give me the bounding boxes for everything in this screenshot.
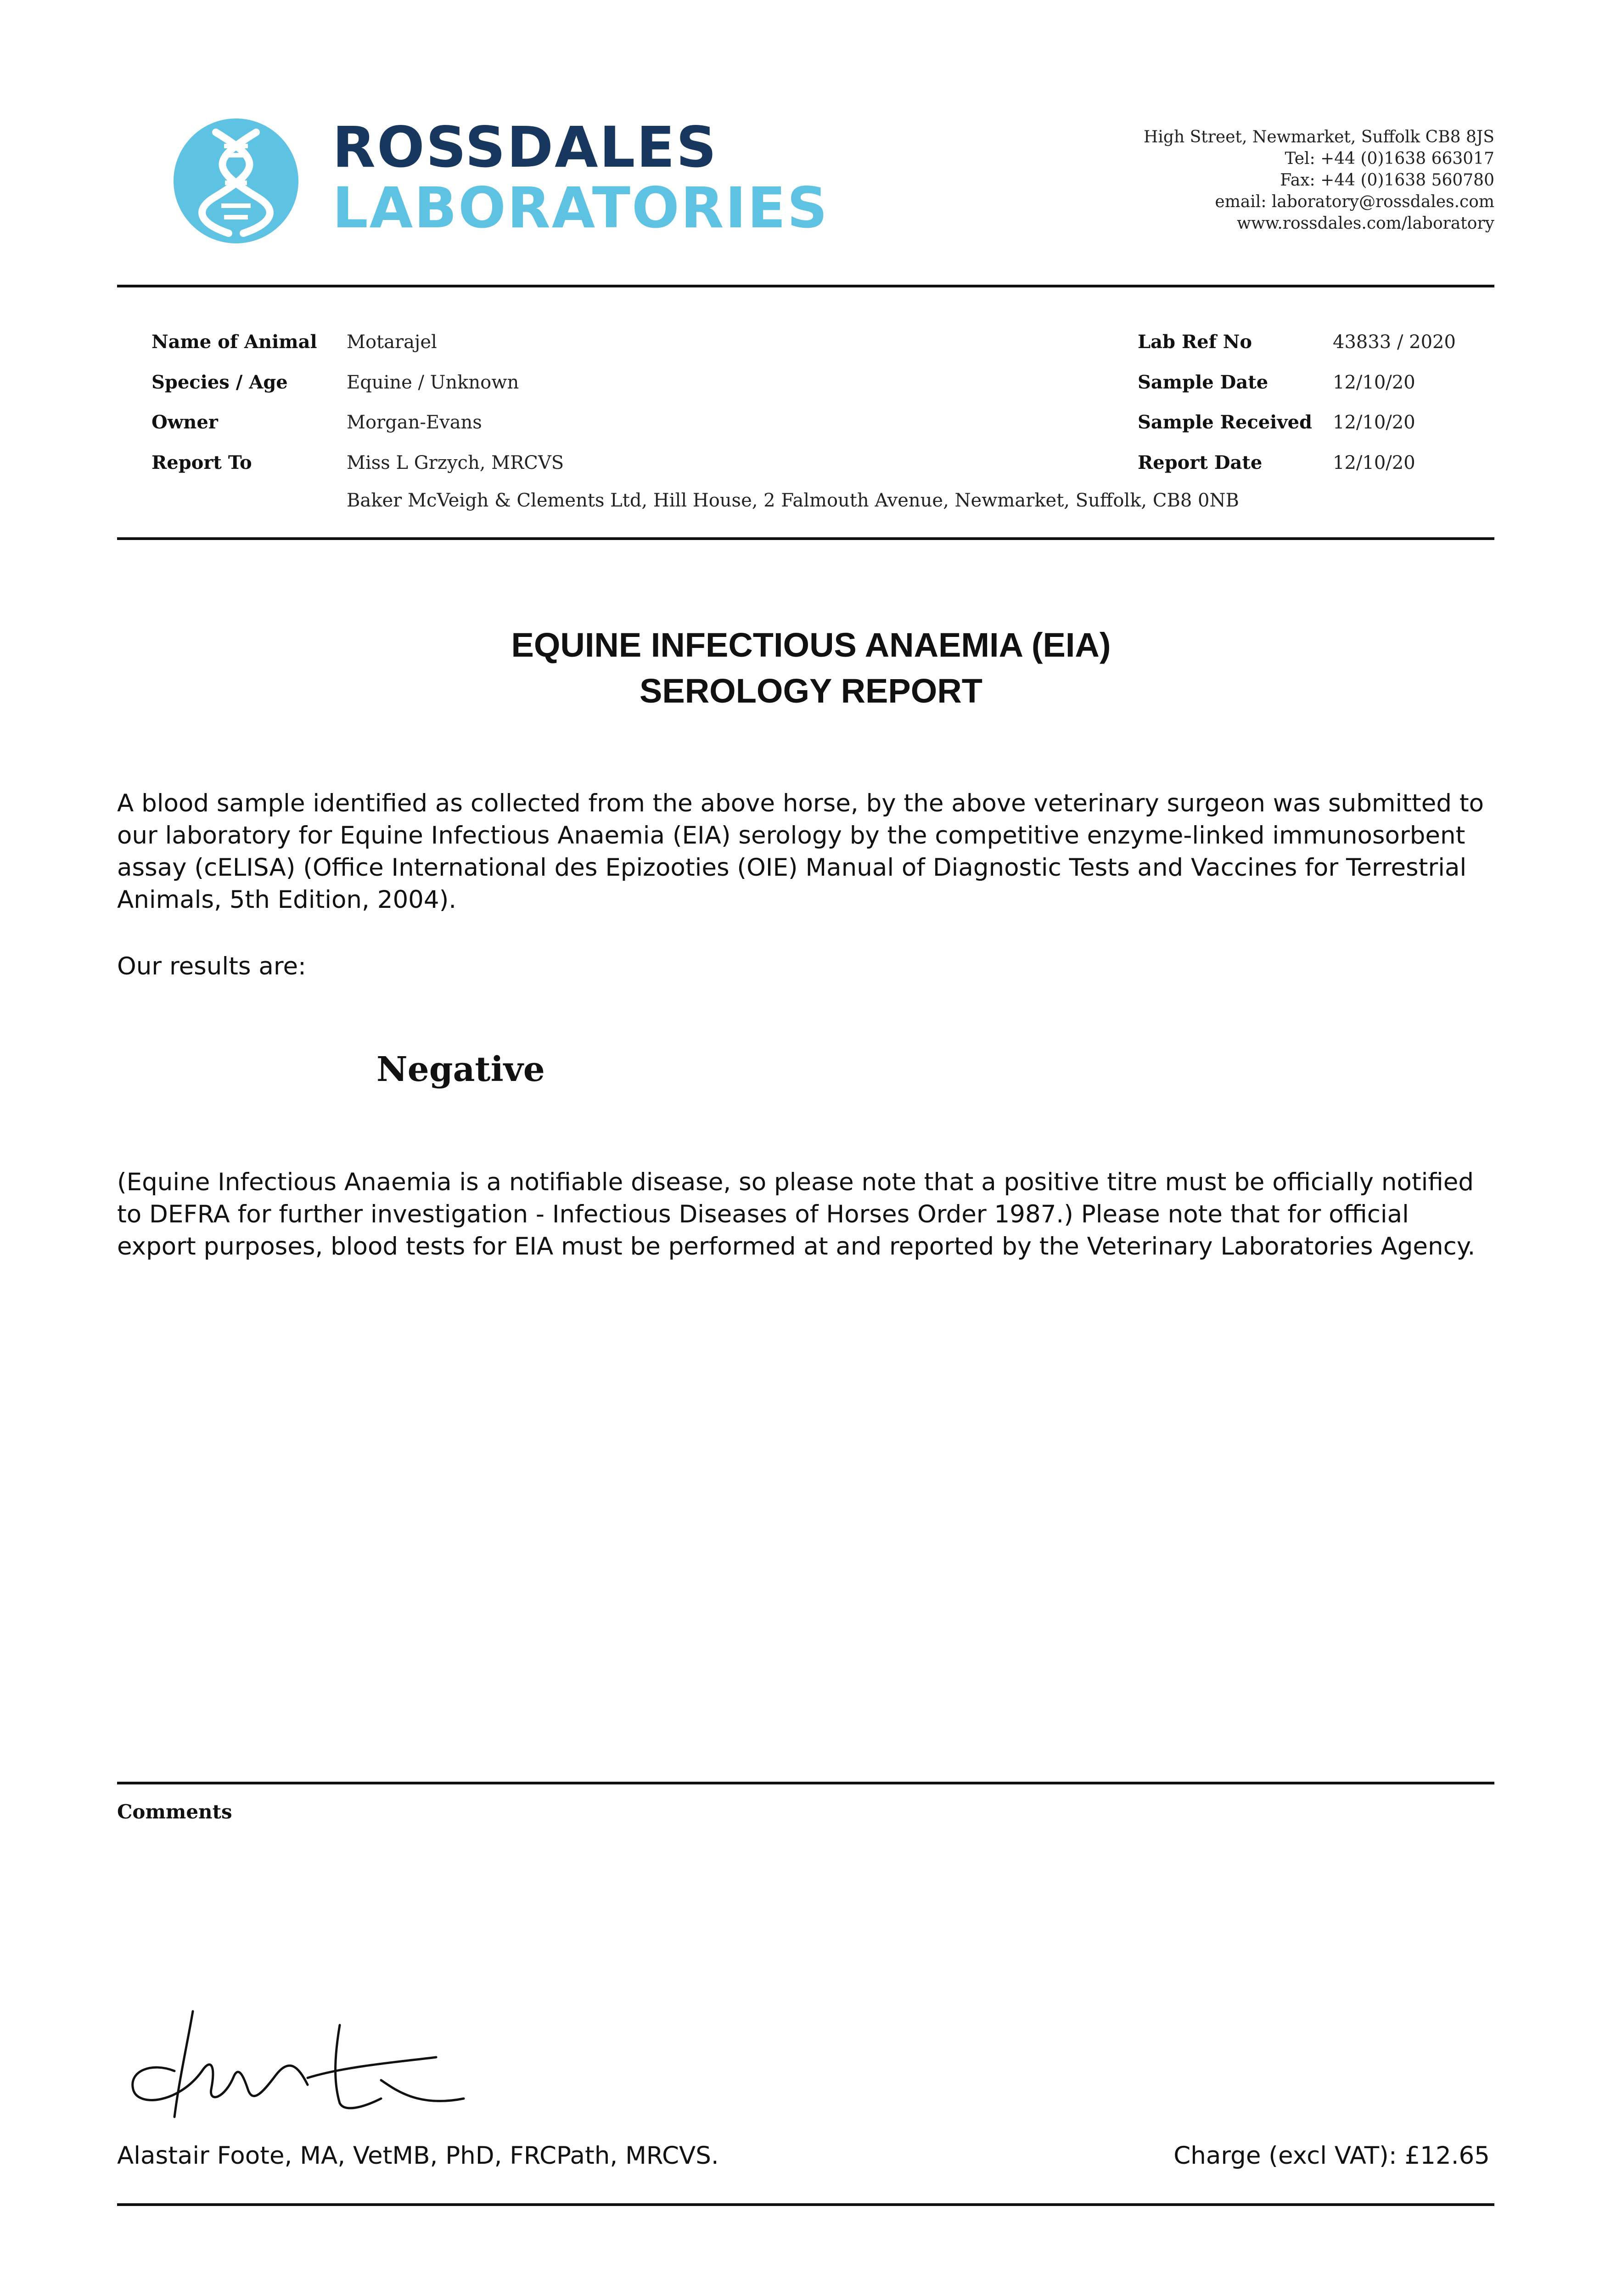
report-title-line2: SEROLOGY REPORT bbox=[640, 672, 982, 710]
contact-block bbox=[1144, 126, 1494, 234]
report-to-value: Miss L Grzych, MRCVS bbox=[347, 452, 564, 473]
sample-received-label: Sample Received bbox=[1138, 411, 1313, 433]
sample-received-value: 12/10/20 bbox=[1333, 412, 1415, 433]
contact-address: High Street, Newmarket, Suffolk CB8 8JS bbox=[1144, 128, 1494, 146]
dna-helix-icon bbox=[174, 118, 298, 243]
sample-date-value: 12/10/20 bbox=[1333, 372, 1415, 393]
owner-label: Owner bbox=[152, 411, 218, 433]
divider bbox=[117, 1782, 1494, 1784]
report-to-address: Baker McVeigh & Clements Ltd, Hill House, 2 Falmouth Avenue, Newmarket, Suffolk, CB8 0NB bbox=[347, 490, 1239, 511]
comments-label: Comments bbox=[117, 1801, 232, 1823]
report-date-value: 12/10/20 bbox=[1333, 452, 1415, 473]
brand-name-line1: ROSSDALES bbox=[332, 115, 718, 180]
body-paragraph: A blood sample identified as collected from the above horse, by the above veterinary surgeon was submitted to our laboratory for Equine Infectious Anaemia (EIA) serology by the competitive enzyme-linked immunosorbent assay (cELISA) (Office International des Epizooties (OIE) Manual of Diagnostic Tests and Vaccines for Terrestrial Animals, 5th Edition, 2004). bbox=[117, 789, 1484, 914]
signature bbox=[124, 1998, 482, 2131]
contact-email: email: laboratory@rossdales.com bbox=[1215, 192, 1494, 211]
species-age-label: Species / Age bbox=[152, 371, 288, 393]
lab-ref-label: Lab Ref No bbox=[1138, 331, 1252, 353]
owner-value: Morgan-Evans bbox=[347, 412, 482, 433]
results-intro: Our results are: bbox=[117, 952, 306, 980]
name-of-animal-value: Motarajel bbox=[347, 332, 437, 353]
name-of-animal-label: Name of Animal bbox=[152, 331, 317, 353]
divider bbox=[117, 537, 1494, 540]
sample-date-label: Sample Date bbox=[1138, 371, 1268, 393]
contact-website: www.rossdales.com/laboratory bbox=[1237, 214, 1494, 233]
contact-fax: Fax: +44 (0)1638 560780 bbox=[1280, 171, 1494, 190]
report-title-line1: EQUINE INFECTIOUS ANAEMIA (EIA) bbox=[511, 626, 1111, 664]
lab-ref-value: 43833 / 2020 bbox=[1333, 332, 1456, 353]
notifiable-disease-note: (Equine Infectious Anaemia is a notifiable disease, so please note that a positive titre must be officially notified to DEFRA for further investigation - Infectious Diseases of Horses Order 1987.) Please note that for official export purposes, blood tests for EIA must be performed at and reported by the Veterinary Laboratories Agency. bbox=[117, 1168, 1476, 1261]
report-date-label: Report Date bbox=[1138, 452, 1263, 473]
divider bbox=[117, 285, 1494, 287]
report-to-label: Report To bbox=[152, 452, 252, 473]
contact-tel: Tel: +44 (0)1638 663017 bbox=[1285, 149, 1494, 168]
signer-name: Alastair Foote, MA, VetMB, PhD, FRCPath, MRCVS. bbox=[117, 2142, 719, 2170]
species-age-value: Equine / Unknown bbox=[347, 372, 519, 393]
result-value: Negative bbox=[376, 1050, 545, 1089]
divider bbox=[117, 2203, 1494, 2206]
brand-name-line2: LABORATORIES bbox=[332, 175, 829, 241]
charge-amount: Charge (excl VAT): £12.65 bbox=[1173, 2142, 1490, 2170]
